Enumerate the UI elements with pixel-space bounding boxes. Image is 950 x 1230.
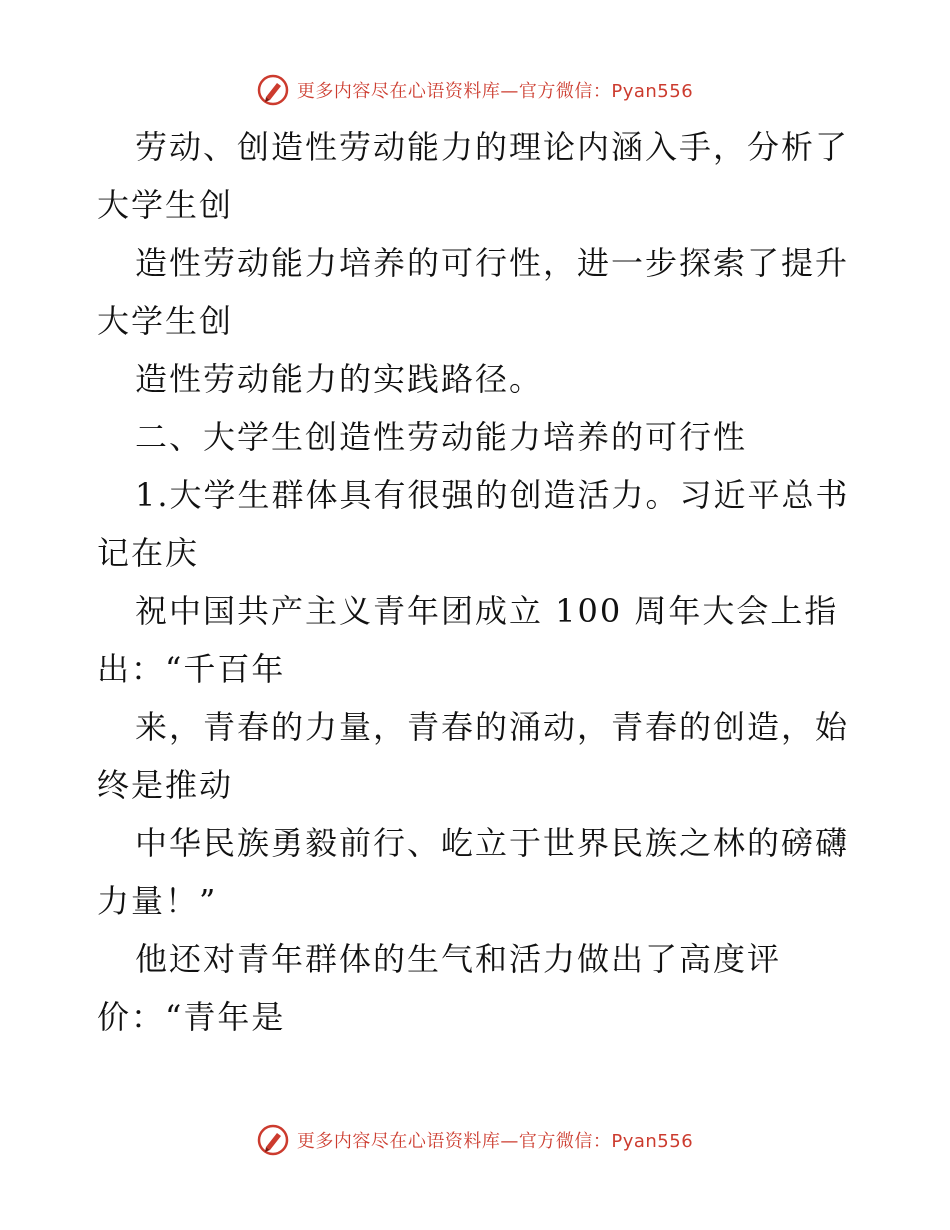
text-line: 出：“千百年 [97, 650, 286, 688]
header-watermark [0, 70, 950, 110]
text-line: 大学生创 [97, 186, 234, 224]
text-line: 来，青春的力量，青春的涌动，青春的创造，始 [135, 708, 850, 746]
text-line: 祝中国共产主义青年团成立 100 周年大会上指 [135, 592, 839, 630]
watermark-text: 更多内容尽在心语资料库—官方微信：Pyan556 [296, 1131, 694, 1152]
footer-watermark [0, 1120, 950, 1160]
watermark-text: 更多内容尽在心语资料库—官方微信：Pyan556 [296, 81, 694, 102]
wechat-id: Pyan556 [611, 1131, 694, 1152]
text-line: 力量！” [97, 882, 218, 920]
text-line: 终是推动 [97, 766, 234, 804]
text-line: 价：“青年是 [97, 998, 286, 1036]
text-line: 二、大学生创造性劳动能力培养的可行性 [135, 418, 748, 456]
pen-logo-icon [257, 74, 289, 106]
text-line: 造性劳动能力的实践路径。 [135, 360, 544, 398]
text-line: 记在庆 [97, 534, 200, 572]
text-line: 1.大学生群体具有很强的创造活力。习近平总书 [135, 476, 850, 514]
text-line: 劳动、创造性劳动能力的理论内涵入手，分析了 [135, 128, 850, 166]
pen-logo-icon [257, 1124, 289, 1156]
text-line: 他还对青年群体的生气和活力做出了高度评 [135, 940, 782, 978]
text-line: 大学生创 [97, 302, 234, 340]
text-line: 中华民族勇毅前行、屹立于世界民族之林的磅礴 [135, 824, 850, 862]
wechat-id: Pyan556 [611, 81, 694, 102]
text-line: 造性劳动能力培养的可行性，进一步探索了提升 [135, 244, 850, 282]
document-body [97, 118, 857, 1046]
